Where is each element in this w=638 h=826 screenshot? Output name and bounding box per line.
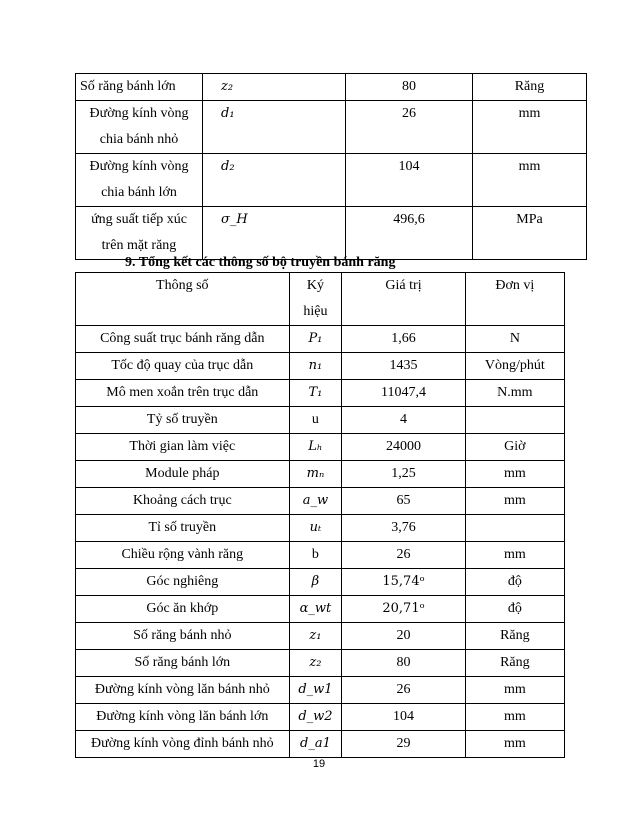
param-value: 20,71ᵒ (342, 596, 466, 623)
column-header-symbol: Ký hiệu (289, 273, 342, 326)
table-row (76, 596, 565, 623)
param-symbol: mₙ (289, 461, 342, 488)
param-unit: Giờ (465, 434, 564, 461)
column-header-value: Giá trị (342, 273, 466, 326)
table-row (76, 380, 565, 407)
param-value: 1,66 (342, 326, 466, 353)
param-unit: mm (465, 461, 564, 488)
column-header-name: Thông số (76, 273, 290, 326)
param-value: 4 (342, 407, 466, 434)
param-symbol: d₂ (203, 154, 346, 207)
param-symbol: T₁ (289, 380, 342, 407)
param-unit: Răng (473, 74, 587, 101)
param-unit: mm (465, 542, 564, 569)
param-symbol: σ_H (203, 207, 346, 260)
table-row (76, 569, 565, 596)
param-name: Công suất trục bánh răng dẫn (76, 326, 290, 353)
param-name: Đường kính vòng lăn bánh lớn (76, 704, 290, 731)
param-name: Đường kính vòng đỉnh bánh nhỏ (76, 731, 290, 758)
param-name: Góc ăn khớp (76, 596, 290, 623)
param-name: Thời gian làm việc (76, 434, 290, 461)
param-symbol: d_w2 (289, 704, 342, 731)
param-unit: Răng (465, 623, 564, 650)
param-unit: độ (465, 569, 564, 596)
param-symbol: n₁ (289, 353, 342, 380)
param-unit: mm (465, 704, 564, 731)
table-header-row (76, 273, 565, 326)
param-name: Số răng bánh lớn (76, 650, 290, 677)
summary-parameter-table (75, 272, 565, 758)
param-value: 3,76 (342, 515, 466, 542)
table-row (76, 488, 565, 515)
param-value: 1,25 (342, 461, 466, 488)
table-row (76, 515, 565, 542)
param-unit: mm (473, 154, 587, 207)
param-symbol: z₁ (289, 623, 342, 650)
param-unit: N.mm (465, 380, 564, 407)
param-unit: Răng (465, 650, 564, 677)
table-row (76, 623, 565, 650)
param-unit: N (465, 326, 564, 353)
param-symbol: z₂ (203, 74, 346, 101)
param-unit (465, 407, 564, 434)
param-name: Khoảng cách trục (76, 488, 290, 515)
param-name: Góc nghiêng (76, 569, 290, 596)
param-name: Module pháp (76, 461, 290, 488)
table-row (76, 650, 565, 677)
top-parameter-table (75, 73, 587, 260)
param-value: 104 (346, 154, 473, 207)
table-row (76, 353, 565, 380)
param-value: 11047,4 (342, 380, 466, 407)
param-value: 496,6 (346, 207, 473, 260)
param-unit: MPa (473, 207, 587, 260)
param-name: Số răng bánh lớn (76, 74, 203, 101)
param-symbol: u (289, 407, 342, 434)
table-row (76, 154, 587, 207)
table-row (76, 434, 565, 461)
param-unit (465, 515, 564, 542)
param-name: Tỷ số truyền (76, 407, 290, 434)
param-value: 104 (342, 704, 466, 731)
param-value: 15,74ᵒ (342, 569, 466, 596)
table-row (76, 207, 587, 260)
table-row (76, 326, 565, 353)
param-unit: độ (465, 596, 564, 623)
param-value: 29 (342, 731, 466, 758)
param-symbol: z₂ (289, 650, 342, 677)
param-unit: Vòng/phút (465, 353, 564, 380)
param-symbol: d_a1 (289, 731, 342, 758)
param-value: 80 (346, 74, 473, 101)
table-row (76, 407, 565, 434)
table-row (76, 677, 565, 704)
param-symbol: α_wt (289, 596, 342, 623)
table-row (76, 731, 565, 758)
param-unit: mm (465, 677, 564, 704)
table-row (76, 461, 565, 488)
param-name: Đường kính vòng chia bánh nhỏ (76, 101, 203, 154)
param-unit: mm (465, 731, 564, 758)
table-row (76, 542, 565, 569)
param-symbol: d₁ (203, 101, 346, 154)
table-row (76, 704, 565, 731)
param-value: 24000 (342, 434, 466, 461)
param-name: Tỉ số truyền (76, 515, 290, 542)
param-name: Đường kính vòng chia bánh lớn (76, 154, 203, 207)
param-symbol: b (289, 542, 342, 569)
param-name: ứng suất tiếp xúc trên mặt răng (76, 207, 203, 260)
param-unit: mm (473, 101, 587, 154)
param-symbol: Lₕ (289, 434, 342, 461)
param-unit: mm (465, 488, 564, 515)
param-value: 65 (342, 488, 466, 515)
param-symbol: β (289, 569, 342, 596)
column-header-unit: Đơn vị (465, 273, 564, 326)
param-name: Mô men xoắn trên trục dẫn (76, 380, 290, 407)
param-value: 26 (342, 677, 466, 704)
param-symbol: uₜ (289, 515, 342, 542)
param-value: 20 (342, 623, 466, 650)
param-value: 1435 (342, 353, 466, 380)
param-name: Đường kính vòng lăn bánh nhỏ (76, 677, 290, 704)
param-value: 26 (342, 542, 466, 569)
table-row (76, 101, 587, 154)
param-symbol: a_w (289, 488, 342, 515)
table-row (76, 74, 587, 101)
page-number: 19 (312, 758, 326, 770)
param-value: 26 (346, 101, 473, 154)
param-symbol: d_w1 (289, 677, 342, 704)
param-name: Tốc độ quay của trục dẫn (76, 353, 290, 380)
param-symbol: P₁ (289, 326, 342, 353)
section-heading: 9. Tổng kết các thông số bộ truyền bánh răng (125, 255, 396, 270)
param-name: Số răng bánh nhỏ (76, 623, 290, 650)
param-name: Chiều rộng vành răng (76, 542, 290, 569)
param-value: 80 (342, 650, 466, 677)
